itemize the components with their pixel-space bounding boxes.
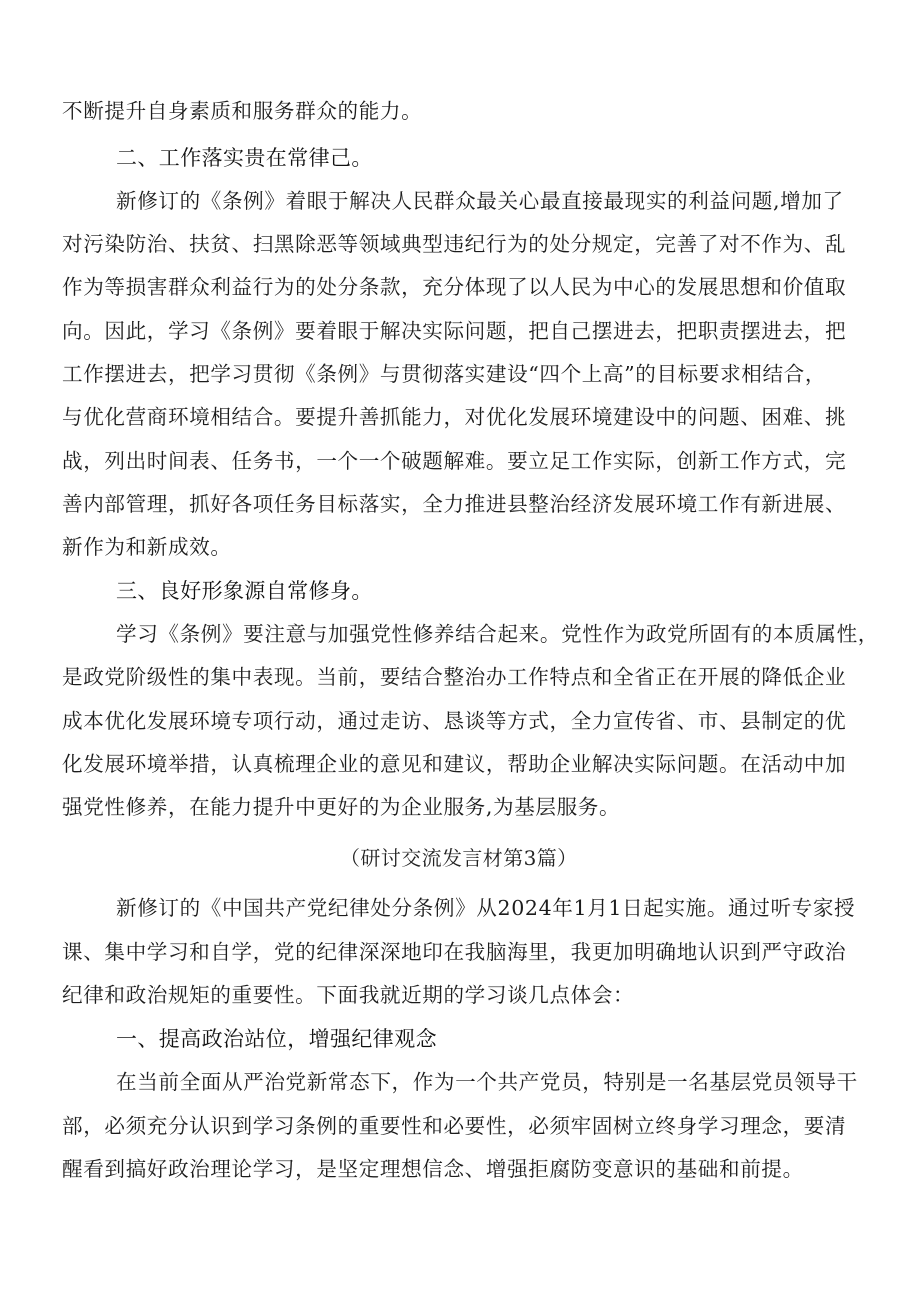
body-line: 与优化营商环境相结合。要提升善抓能力，对优化发展环境建设中的问题、困难、挑 [62, 405, 847, 429]
body-line: 醒看到搞好政治理论学习，是坚定理想信念、增强拒腐防变意识的基础和前提。 [62, 1157, 804, 1181]
body-line: 工作摆进去，把学习贯彻《条例》与贯彻落实建设“四个上高”的目标要求相结合， [62, 362, 827, 386]
body-line: 课、集中学习和自学，党的纪律深深地印在我脑海里，我更加明确地认识到严守政治 [62, 940, 847, 964]
body-line: 强党性修养，在能力提升中更好的为企业服务,为基层服务。 [62, 795, 621, 819]
body-line: 不断提升自身素质和服务群众的能力。 [62, 99, 423, 123]
body-line: 战，列出时间表、任务书，一个一个破题解难。要立足工作实际，创新工作方式，完 [62, 449, 847, 473]
body-line: 向。因此，学习《条例》要着眼于解决实际问题，把自己摆进去，把职责摆进去，把 [62, 319, 847, 343]
article-subtitle: （研讨交流发言材第3篇） [340, 846, 578, 870]
body-line: 成本优化发展环境专项行动，通过走访、恳谈等方式，全力宣传省、市、县制定的优 [62, 709, 847, 733]
body-line: 部，必须充分认识到学习条例的重要性和必要性，必须牢固树立终身学习理念，要清 [62, 1114, 847, 1138]
body-line: 新修订的《条例》着眼于解决人民群众最关心最直接最现实的利益问题,增加了 [116, 189, 844, 213]
body-line: 化发展环境举措，认真梳理企业的意见和建议，帮助企业解决实际问题。在活动中加 [62, 752, 847, 776]
body-line: 新作为和新成效。 [62, 535, 232, 559]
body-line: 新修订的《中国共产党纪律处分条例》从2024年1月1日起实施。通过听专家授 [116, 896, 856, 920]
body-line: 善内部管理，抓好各项任务目标落实，全力推进县整治经济发展环境工作有新进展、 [62, 492, 847, 516]
section-heading: 一、提高政治站位，增强纪律观念 [116, 1027, 437, 1051]
section-heading: 三、良好形象源自常修身。 [116, 579, 373, 603]
body-line: 纪律和政治规矩的重要性。下面我就近期的学习谈几点体会： [62, 983, 635, 1007]
body-line: 对污染防治、扶贫、扫黑除恶等领域典型违纪行为的处分规定，完善了对不作为、乱 [62, 232, 847, 256]
body-line: 作为等损害群众利益行为的处分条款，充分体现了以人民为中心的发展思想和价值取 [62, 275, 847, 299]
body-line: 是政党阶级性的集中表现。当前，要结合整治办工作特点和全省正在开展的降低企业 [62, 665, 847, 689]
body-line: 在当前全面从严治党新常态下，作为一个共产党员，特别是一名基层党员领导干 [116, 1070, 858, 1094]
body-line: 学习《条例》要注意与加强党性修养结合起来。党性作为政党所固有的本质属性， [116, 622, 879, 646]
section-heading: 二、工作落实贵在常律己。 [116, 146, 373, 170]
